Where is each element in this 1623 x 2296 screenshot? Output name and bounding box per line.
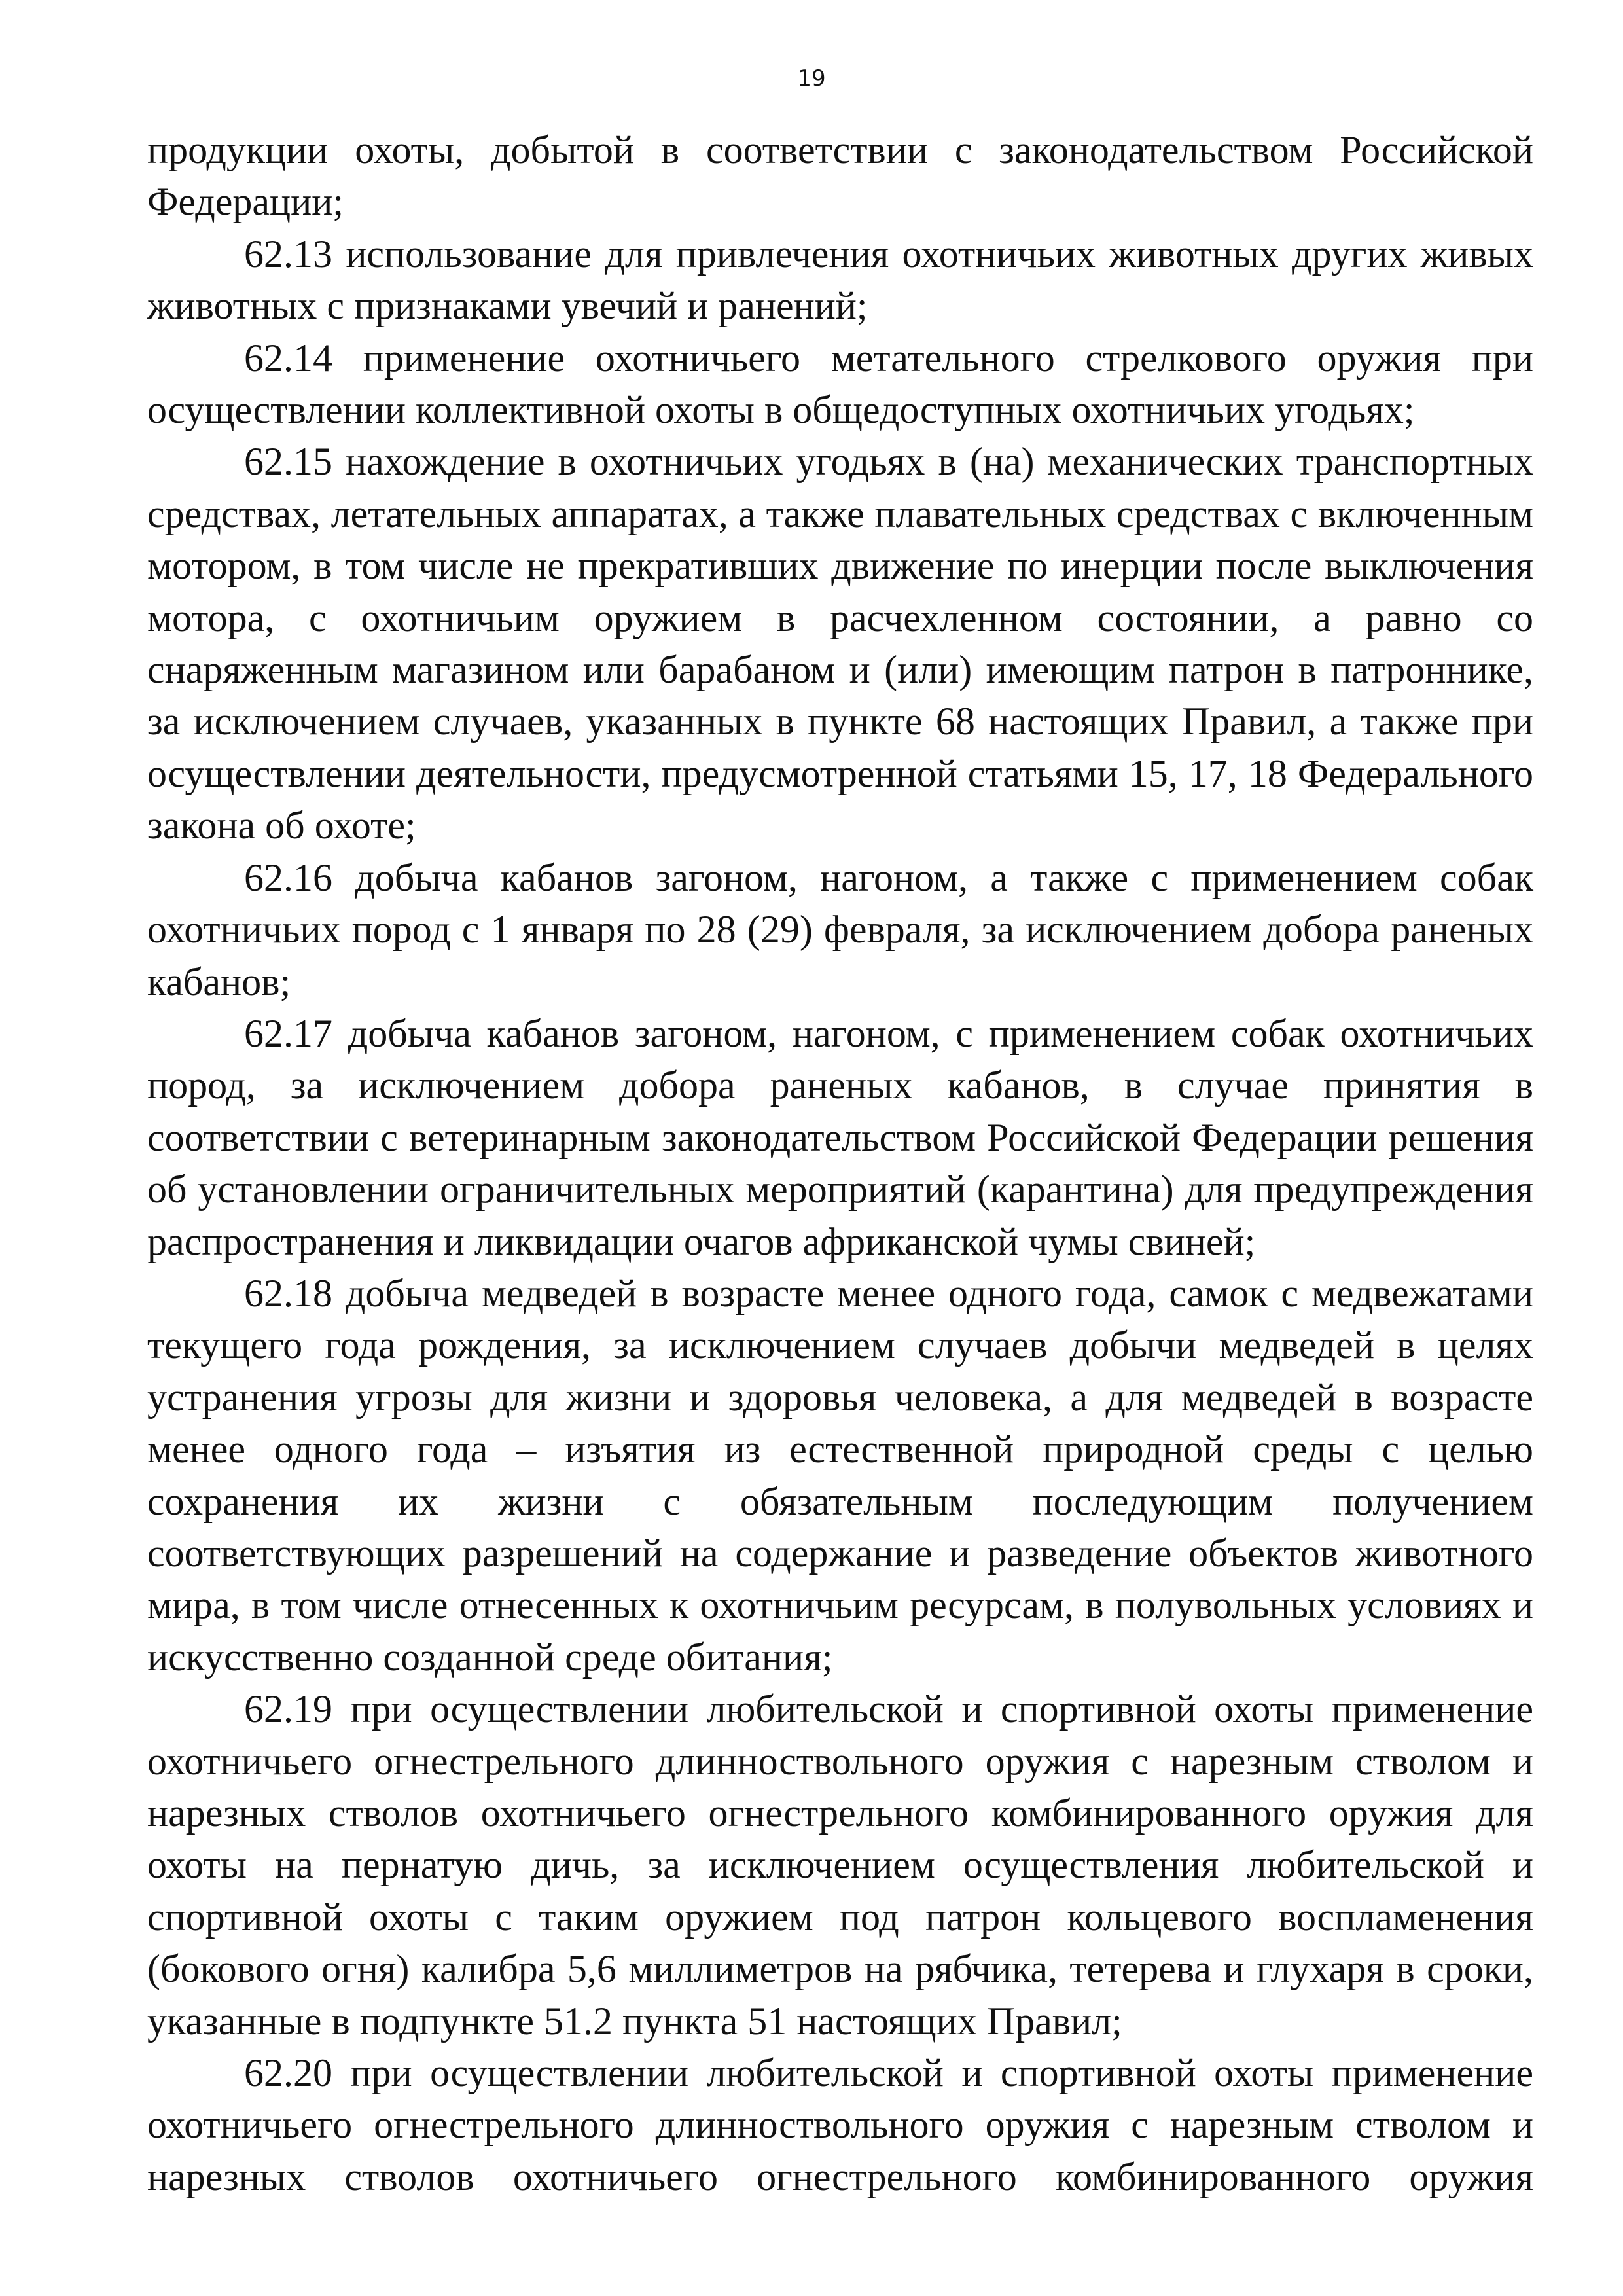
paragraph-62-15: 62.15 нахождение в охотничьих угодьях в (на) механических транспортных средствах, летательных аппаратах, а также плавательных средствах с включенным мотором, в том числе не прекративших движение по инерции после выключения мотора, с охотничьим оружием в расчехленном состоянии, а равно со снаряженным магазином или барабаном и (или) имеющим патрон в патроннике, за исключением случаев, указанных в пункте 68 настоящих Правил, а также при осуществлении деятельности, предусмотренной статьями 15, 17, 18 Федерального закона об охоте; <box>147 440 1533 848</box>
paragraph-62-13: 62.13 использование для привлечения охотничьих животных других живых животных с признаками увечий и ранений; <box>147 232 1533 328</box>
paragraph-62-19: 62.19 при осуществлении любительской и спортивной охоты применение охотничьего огнестрельного длинноствольного оружия с нарезным стволом и нарезных стволов охотничьего огнестрельного комбинированного оружия для охоты на пернатую дичь, за исключением осуществления любительской и спортивной охоты с таким оружием под патрон кольцевого воспламенения (бокового огня) калибра 5,6 миллиметров на рябчика, тетерева и глухаря в сроки, указанные в подпункте 51.2 пункта 51 настоящих Правил; <box>147 1687 1533 2043</box>
paragraph-62-14: 62.14 применение охотничьего метательного стрелкового оружия при осуществлении коллективной охоты в общедоступных охотничьих угодьях; <box>147 336 1533 432</box>
document-body <box>147 124 1533 2203</box>
paragraph-62-20: 62.20 при осуществлении любительской и спортивной охоты применение охотничьего огнестрельного длинноствольного оружия с нарезным стволом и нарезных стволов охотничьего огнестрельного комбинированного оружия <box>147 2051 1533 2198</box>
paragraph-62-18: 62.18 добыча медведей в возрасте менее одного года, самок с медвежатами текущего года рождения, за исключением случаев добычи медведей в целях устранения угрозы для жизни и здоровья человека, а для медведей в возрасте менее одного года – изъятия из естественной природной среды с целью сохранения их жизни с обязательным последующим получением соответствующих разрешений на содержание и разведение объектов животного мира, в том числе отнесенных к охотничьим ресурсам, в полувольных условиях и искусственно созданной среде обитания; <box>147 1271 1533 1679</box>
page-number: 19 <box>797 65 826 92</box>
paragraph-62-17: 62.17 добыча кабанов загоном, нагоном, с применением собак охотничьих пород, за исключением добора раненых кабанов, в случае принятия в соответствии с ветеринарным законодательством Российской Федерации решения об установлении ограничительных мероприятий (карантина) для предупреждения распространения и ликвидации очагов африканской чумы свиней; <box>147 1011 1533 1263</box>
paragraph-62-12-continuation: продукции охоты, добытой в соответствии с законодательством Российской Федерации; <box>147 128 1533 224</box>
paragraph-62-16: 62.16 добыча кабанов загоном, нагоном, а также с применением собак охотничьих пород с 1 января по 28 (29) февраля, за исключением добора раненых кабанов; <box>147 855 1533 1003</box>
